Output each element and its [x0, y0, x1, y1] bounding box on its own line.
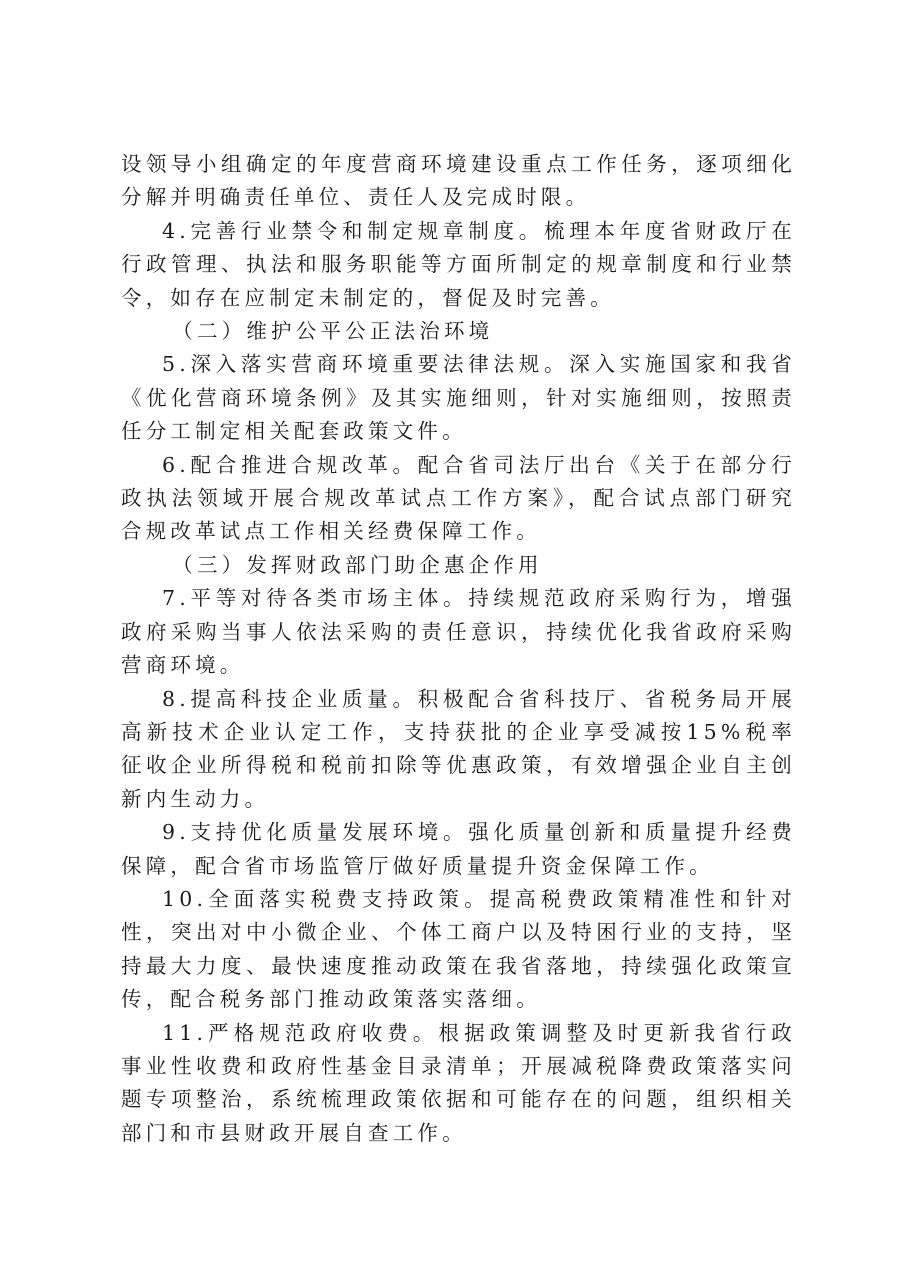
document-body — [121, 148, 796, 1150]
section-heading-3: （三）发挥财政部门助企惠企作用 — [172, 552, 543, 577]
section-heading-2: （二）维护公平公正法治环境 — [172, 319, 494, 344]
paragraph-continuation: 设领导小组确定的年度营商环境建设重点工作任务，逐项细化分解并明确责任单位、责任人及完成时限。 — [121, 152, 796, 210]
paragraph-item-8: 8.提高科技企业质量。积极配合省科技厅、省税务局开展高新技术企业认定工作，支持获批的企业享受减按15%税率征收企业所得税和税前扣除等优惠政策，有效增强企业自主创新内生动力。 — [121, 686, 796, 811]
paragraph-item-5: 5.深入落实营商环境重要法律法规。深入实施国家和我省《优化营商环境条例》及其实施细则，针对实施细则，按照责任分工制定相关配套政策文件。 — [121, 352, 796, 444]
paragraph-item-10: 10.全面落实税费支持政策。提高税费政策精准性和针对性，突出对中小微企业、个体工商户以及特困行业的支持，坚持最大力度、最快速度推动政策在我省落地，持续强化政策宣传，配合税务部门推动政策落实落细。 — [121, 886, 796, 1012]
paragraph-item-7: 7.平等对待各类市场主体。持续规范政府采购行为，增强政府采购当事人依法采购的责任意识，持续优化我省政府采购营商环境。 — [121, 586, 796, 678]
paragraph-item-11: 11.严格规范政府收费。根据政策调整及时更新我省行政事业性收费和政府性基金目录清单；开展减税降费政策落实问题专项整治，系统梳理政策依据和可能存在的问题，组织相关部门和市县财政开展自查工作。 — [121, 1020, 796, 1145]
paragraph-item-9: 9.支持优化质量发展环境。强化质量创新和质量提升经费保障，配合省市场监管厅做好质量提升资金保障工作。 — [121, 820, 796, 878]
paragraph-item-4: 4.完善行业禁令和制定规章制度。梳理本年度省财政厅在行政管理、执法和服务职能等方面所制定的规章制度和行业禁令，如存在应制定未制定的，督促及时完善。 — [121, 218, 796, 310]
paragraph-item-6: 6.配合推进合规改革。配合省司法厅出台《关于在部分行政执法领域开展合规改革试点工作方案》，配合试点部门研究合规改革试点工作相关经费保障工作。 — [121, 452, 796, 544]
